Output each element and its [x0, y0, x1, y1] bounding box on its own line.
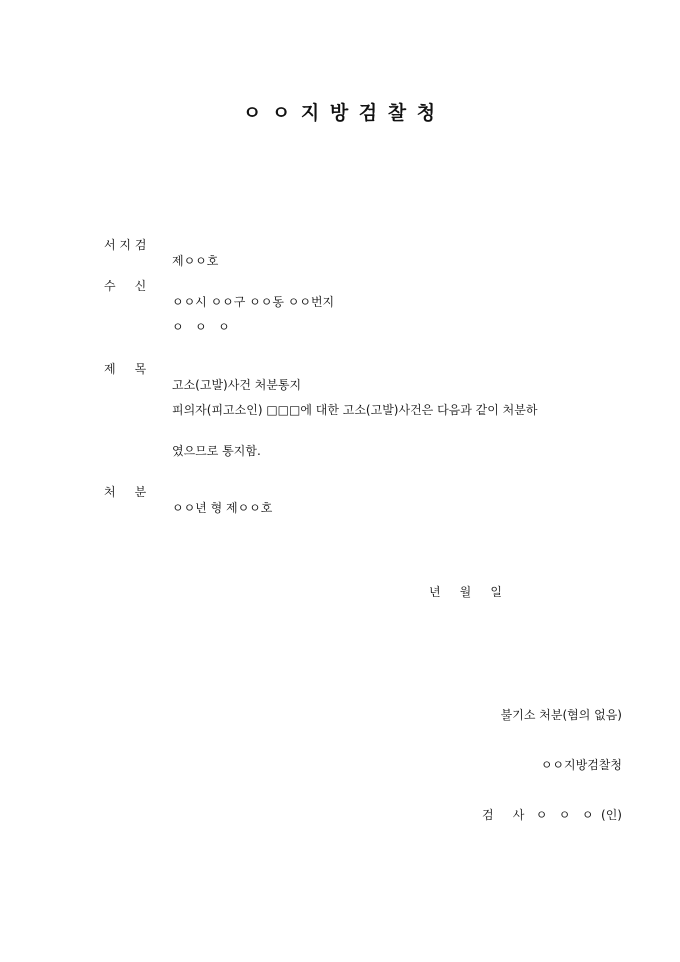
recipient-name: ㅇ ㅇ ㅇ [172, 320, 230, 334]
date-line: 년 월 일 [429, 585, 502, 599]
prosecutor-office: ㅇㅇ지방검찰청 [540, 758, 622, 772]
disposition-value: ㅇㅇ년 형 제ㅇㅇ호 [172, 501, 273, 515]
prosecutor-signature: 검 사 ㅇ ㅇ ㅇ (인) [482, 808, 622, 822]
doc-number-label: 서 지 검 [104, 238, 147, 252]
recipient-address: ㅇㅇ시 ㅇㅇ구 ㅇㅇ동 ㅇㅇ번지 [172, 295, 335, 309]
body-line-2: 였으므로 통지함. [172, 444, 261, 458]
disposition-label: 처 분 [104, 485, 147, 499]
page-title: ㅇ ㅇ 지 방 검 찰 청 [242, 102, 438, 124]
body-line-1: 피의자(피고소인) □□□에 대한 고소(고발)사건은 다음과 같이 처분하 [172, 403, 538, 417]
doc-number-value: 제ㅇㅇ호 [172, 254, 219, 268]
subject-label: 제 목 [104, 362, 147, 376]
subject-value: 고소(고발)사건 처분통지 [172, 378, 302, 392]
body-line-1-row [0, 386, 538, 418]
recipient-label: 수 신 [104, 279, 147, 293]
disposition-row [0, 468, 273, 516]
recipient-name-row [0, 303, 230, 335]
disposition-type: 불기소 처분(혐의 없음) [500, 708, 622, 722]
body-line-2-row [0, 427, 261, 459]
